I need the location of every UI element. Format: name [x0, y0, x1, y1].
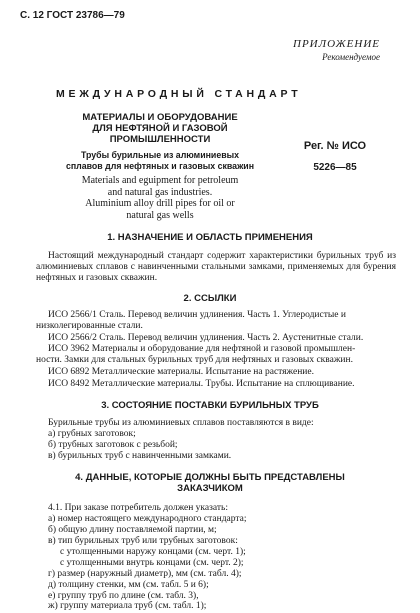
- reference-line: ИСО 2566/1 Сталь. Перевод величин удлинения. Часть 1. Углеродистые и: [48, 310, 346, 320]
- en-title-line: Aluminium alloy drill pipes for oil or: [85, 198, 235, 209]
- delivery-line: Бурильные трубы из алюминиевых сплавов поставляются в виде:: [48, 418, 314, 428]
- order-line: 4.1. При заказе потребитель должен указать:: [48, 503, 228, 513]
- order-subitem: с утолщенными наружу концами (см. черт. 1);: [60, 547, 246, 557]
- page-header: С. 12 ГОСТ 23786—79: [20, 10, 125, 21]
- section-4-heading: [30, 472, 390, 494]
- en-title-line: and natural gas industries.: [107, 186, 213, 198]
- delivery-item: в) бурильных труб с навинченными замками.: [48, 451, 232, 461]
- section-1-heading: 1. НАЗНАЧЕНИЕ И ОБЛАСТЬ ПРИМЕНЕНИЯ: [107, 232, 313, 243]
- reference-line: ИСО 8492 Металлические материалы. Трубы. Испытание на сплющивание.: [48, 379, 355, 389]
- reference-line: ИСО 6892 Металлические материалы. Испытание на растяжение.: [48, 367, 314, 377]
- en-title-line: natural gas wells: [126, 209, 194, 221]
- section-3-heading: 3. СОСТОЯНИЕ ПОСТАВКИ БУРИЛЬНЫХ ТРУБ: [101, 400, 319, 411]
- order-item: е) группу труб по длине (см. табл. 3),: [48, 591, 199, 601]
- appendix-subtitle: Рекомендуемое: [322, 52, 380, 62]
- ru-title-line: МАТЕРИАЛЫ И ОБОРУДОВАНИЕ: [82, 112, 238, 123]
- section-4-heading-line: 4. ДАННЫЕ, КОТОРЫЕ ДОЛЖНЫ БЫТЬ ПРЕДСТАВЛЕНЫ: [75, 472, 345, 483]
- order-subitem: с утолщенными внутрь концами (см. черт. 2);: [60, 558, 244, 568]
- section-2-heading: 2. ССЫЛКИ: [183, 293, 237, 304]
- order-item: а) номер настоящего международного стандарта;: [48, 514, 247, 524]
- registration-block: [285, 140, 385, 173]
- order-item: ж) группу материала труб (см. табл. 1);: [48, 601, 207, 611]
- en-title-line: Materials and eguipment for petroleum: [81, 175, 239, 186]
- standard-banner: МЕЖДУНАРОДНЫЙ СТАНДАРТ: [56, 88, 302, 100]
- delivery-item: а) грубных заготовок;: [48, 429, 136, 439]
- section-1-text: Настоящий международный стандарт содержит характеристики бурильных труб из алюминиевых сплавов с навинченными стальными замками, применяемых для бурения нефтяных и газовых скважин.: [36, 251, 396, 283]
- order-item: д) толщину стенки, мм (см. табл. 5 и 6);: [48, 580, 209, 590]
- order-item: б) общую длину поставляемой партии, м;: [48, 525, 217, 535]
- order-item: в) тип бурильных труб или трубных заготовок:: [48, 536, 238, 546]
- reference-line: ности. Замки для стальных бурильных труб для нефтяных и газовых скважин.: [36, 355, 353, 365]
- reference-line: ИСО 2566/2 Сталь. Перевод величин удлинения. Часть 2. Аустенитные стали.: [48, 333, 364, 343]
- registration-number: 5226—85: [313, 162, 357, 173]
- registration-label: Рег. № ИСО: [303, 140, 367, 152]
- order-item: г) размер (наружный диаметр), мм (см. табл. 4);: [48, 569, 242, 579]
- title-block: [55, 112, 265, 221]
- ru-subtitle-line: Трубы бурильные из алюминиевых: [80, 150, 240, 160]
- ru-subtitle-line: сплавов для нефтяных и газовых скважин: [65, 160, 255, 171]
- reference-line: ИСО 3962 Материалы и оборудование для нефтяной и газовой промышлен-: [48, 344, 356, 354]
- appendix-title: ПРИЛОЖЕНИЕ: [293, 38, 380, 50]
- appendix-label: [293, 38, 380, 62]
- delivery-item: б) трубных заготовок с резьбой;: [48, 440, 178, 450]
- ru-title-line: ДЛЯ НЕФТЯНОЙ И ГАЗОВОЙ: [92, 123, 228, 134]
- ru-title-line: ПРОМЫШЛЕННОСТИ: [109, 134, 211, 145]
- reference-line: низколегированные стали.: [36, 321, 143, 331]
- section-4-heading-line: ЗАКАЗЧИКОМ: [177, 483, 243, 494]
